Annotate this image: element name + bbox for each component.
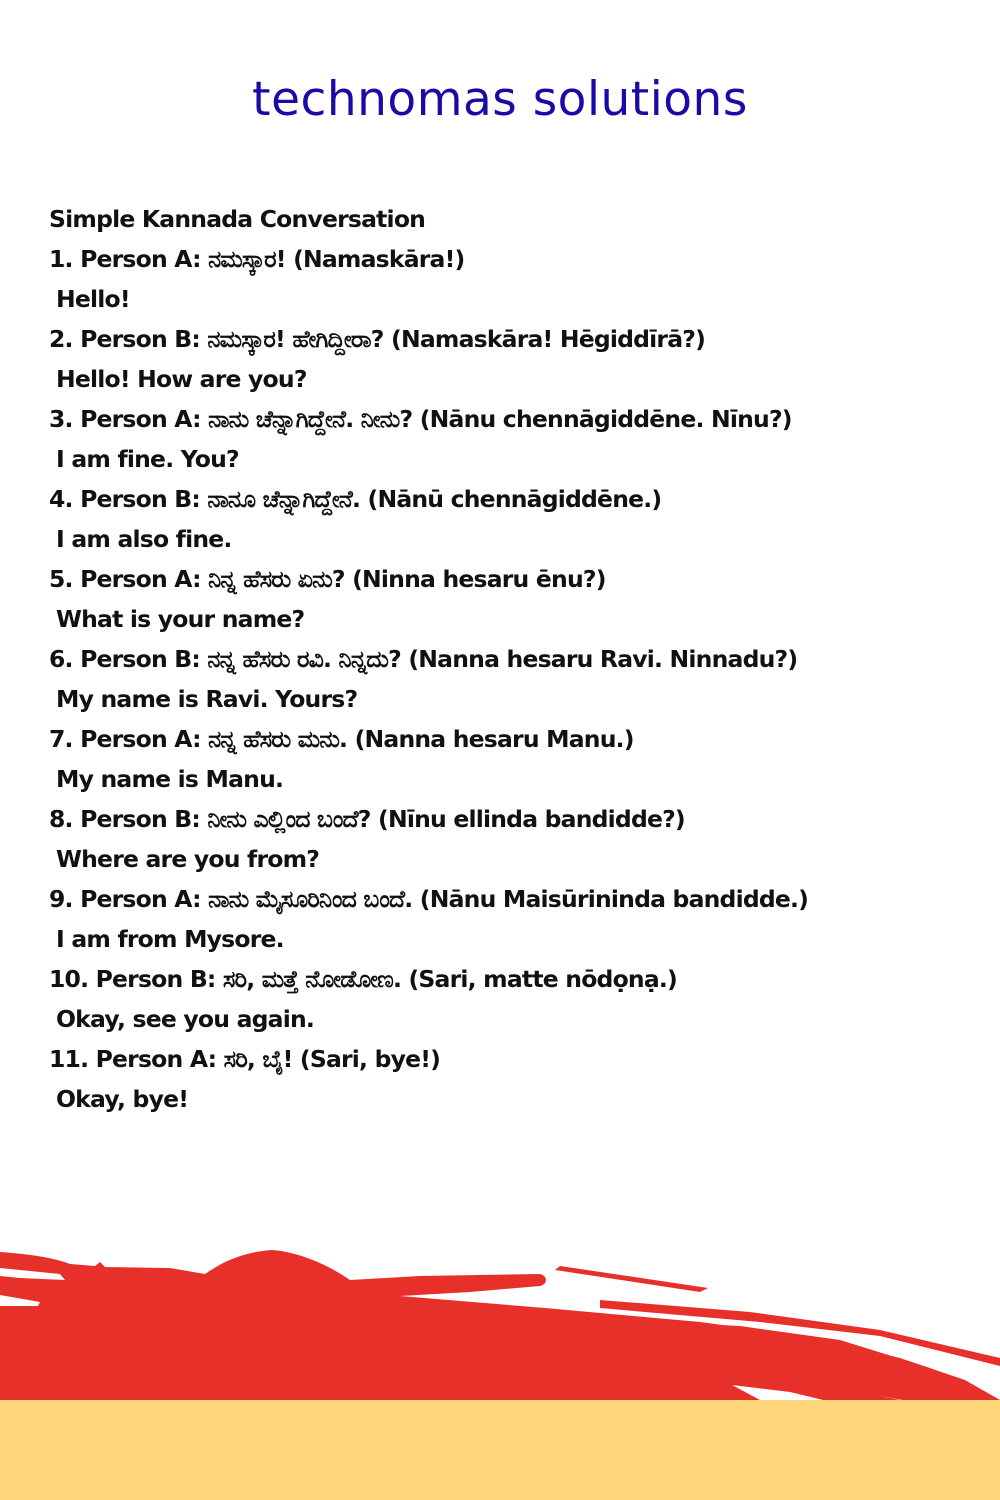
- speaker-label: Person A:: [80, 565, 201, 593]
- english-translation: Where are you from?: [56, 845, 320, 873]
- english-translation: Hello! How are you?: [56, 365, 307, 393]
- speaker-label: Person B:: [80, 485, 200, 513]
- line-number: 10.: [49, 965, 89, 993]
- line-number: 2.: [49, 325, 73, 353]
- transliteration: (Nānū chennāgiddēne.): [367, 485, 662, 513]
- kannada-text: ಸರಿ, ಬೈ!: [223, 1045, 293, 1073]
- english-translation: My name is Manu.: [56, 765, 284, 793]
- dialogue-line: [49, 879, 839, 919]
- transliteration: (Namaskāra! Hēgiddīrā?): [391, 325, 706, 353]
- line-number: 8.: [49, 805, 73, 833]
- dialogue-line: [49, 559, 969, 599]
- speaker-label: Person B:: [80, 645, 200, 673]
- transliteration: (Nīnu ellinda bandidde?): [378, 805, 685, 833]
- brand-title: technomas solutions: [252, 72, 748, 127]
- dialogue-line: [49, 1039, 969, 1079]
- dialogue-line: [49, 719, 969, 759]
- conversation-content: [49, 199, 969, 1119]
- line-number: 6.: [49, 645, 73, 673]
- english-translation: My name is Ravi. Yours?: [56, 685, 358, 713]
- kannada-text: ನೀನು ಎಲ್ಲಿಂದ ಬಂದೆ?: [207, 805, 371, 833]
- kannada-text: ನಾನೂ ಚೆನ್ನಾಗಿದ್ದೇನೆ.: [207, 485, 361, 513]
- dialogue-line: [49, 959, 969, 999]
- transliteration: (Nānu Maisūrininda bandidde.): [419, 885, 809, 913]
- english-translation: Okay, see you again.: [56, 1005, 315, 1033]
- speaker-label: Person A:: [80, 245, 201, 273]
- line-number: 9.: [49, 885, 73, 913]
- speaker-label: Person A:: [95, 1045, 217, 1073]
- line-number: 3.: [49, 405, 73, 433]
- transliteration: (Nanna hesaru Manu.): [354, 725, 634, 753]
- kannada-text: ಸರಿ, ಮತ್ತೆ ನೋಡೋಣ.: [222, 965, 402, 993]
- kannada-text: ನಿನ್ನ ಹೆಸರು ಏನು?: [208, 565, 345, 593]
- english-translation: I am fine. You?: [56, 445, 239, 473]
- conversation-heading: Simple Kannada Conversation: [49, 205, 426, 233]
- dialogue-line: [49, 479, 969, 519]
- line-number: 4.: [49, 485, 73, 513]
- red-brush-stroke-decoration: [0, 1240, 1000, 1405]
- line-number: 1.: [49, 245, 73, 273]
- dialogue-line: [49, 639, 969, 679]
- kannada-text: ನನ್ನ ಹೆಸರು ಮನು.: [208, 725, 348, 753]
- speaker-label: Person A:: [80, 725, 201, 753]
- transliteration: (Nānu chennāgiddēne. Nīnu?): [419, 405, 792, 433]
- kannada-text: ನನ್ನ ಹೆಸರು ರವಿ. ನಿನ್ನದು?: [207, 645, 401, 673]
- dialogue-line: [49, 239, 969, 279]
- dialogue-line: [49, 399, 969, 439]
- english-translation: Hello!: [56, 285, 130, 313]
- line-number: 5.: [49, 565, 73, 593]
- transliteration: (Sari, matte nōdọnạ.): [408, 965, 677, 993]
- speaker-label: Person B:: [80, 325, 200, 353]
- speaker-label: Person B:: [80, 805, 200, 833]
- transliteration: (Ninna hesaru ēnu?): [352, 565, 606, 593]
- line-number: 7.: [49, 725, 73, 753]
- kannada-text: ನಮಸ್ಕಾರ! ಹೇಗಿದ್ದೀರಾ?: [207, 325, 384, 353]
- english-translation: Okay, bye!: [56, 1085, 189, 1113]
- english-translation: I am also fine.: [56, 525, 232, 553]
- english-translation: I am from Mysore.: [56, 925, 284, 953]
- transliteration: (Sari, bye!): [299, 1045, 441, 1073]
- transliteration: (Namaskāra!): [293, 245, 465, 273]
- dialogue-line: [49, 319, 969, 359]
- line-number: 11.: [49, 1045, 89, 1073]
- kannada-text: ನಮಸ್ಕಾರ!: [208, 245, 286, 273]
- english-translation: What is your name?: [56, 605, 305, 633]
- speaker-label: Person A:: [80, 885, 201, 913]
- transliteration: (Nanna hesaru Ravi. Ninnadu?): [408, 645, 798, 673]
- yellow-footer-band: [0, 1400, 1000, 1500]
- dialogue-line: [49, 799, 969, 839]
- kannada-text: ನಾನು ಚೆನ್ನಾಗಿದ್ದೇನೆ. ನೀನು?: [208, 405, 413, 433]
- kannada-text: ನಾನು ಮೈಸೂರಿನಿಂದ ಬಂದೆ.: [208, 885, 413, 913]
- speaker-label: Person A:: [80, 405, 201, 433]
- speaker-label: Person B:: [95, 965, 216, 993]
